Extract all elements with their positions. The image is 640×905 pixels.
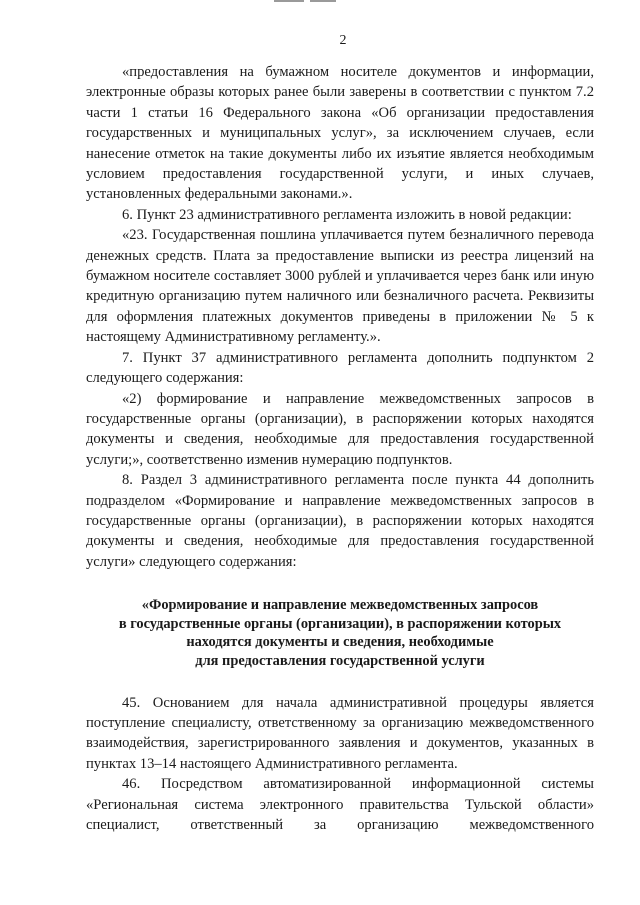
section-heading-line-1: «Формирование и направление межведомственных запросов [141,597,539,614]
paragraph-item-7: 7. Пункт 37 административного регламента дополнить подпунктом 2 следующего содержания: [86,349,594,387]
paragraph-item-45: 45. Основанием для начала административной процедуры является поступление специалисту, ответственному за организацию межведомственного взаимодействия, зарегистрированного заявления и документов, указанных в пунктах 13–14 настоящего Административного регламента. [86,694,594,772]
section-heading [86,596,594,670]
paragraph-item-46: 46. Посредством автоматизированной информационной системы «Региональная система электронного правительства Тульской области» специалист, ответственный за организацию межведомственного [86,776,594,833]
paragraph-subitem-2-text: «2) формирование и направление межведомственных запросов в государственные органы (организации), в распоряжении которых находятся документы и сведения, необходимые для предоставления государственной услуги;», соответственно изменив нумерацию подпунктов. [86,390,594,468]
paragraph-item-23-text: «23. Государственная пошлина уплачивается путем безналичного перевода денежных средств. Плата за предоставление выписки из реестра лицензий на бумажном носителе составляет 3000 рублей и уплачивается через банк или иную кредитную организацию путем наличного или безналичного расчета. Реквизиты для оформления платежных документов приведены в приложении № 5 к настоящему Административному регламенту.». [86,227,594,346]
paragraph-item-6: 6. Пункт 23 административного регламента изложить в новой редакции: [122,206,572,223]
section-heading-line-4: для предоставления государственной услуги [195,652,485,669]
paragraph-1: «предоставления на бумажном носителе документов и информации, электронные образы которых ранее были заверены в соответствии с пунктом 7.2 части 1 статьи 16 Федерального закона «Об организации предоставления государственных и муниципальных услуг», за исключением случаев, если нанесение отметок на такие документы либо их изъятие является необходимым условием предоставления государственной услуги, и иных случаев, установленных федеральными законами.». [86,64,594,203]
paragraph-item-8: 8. Раздел 3 административного регламента после пункта 44 дополнить подразделом «Формирование и направление межведомственных запросов в государственные органы (организации), в распоряжении которых находятся документы и сведения, необходимые для предоставления государственной услуги» следующего содержания: [86,472,594,570]
document-body [86,62,594,835]
page-number: 2 [339,33,347,48]
section-heading-line-3: находятся документы и сведения, необходимые [186,634,494,651]
top-edge-mark [274,0,338,4]
section-heading-line-2: в государственные органы (организации), в распоряжении которых [118,615,562,632]
